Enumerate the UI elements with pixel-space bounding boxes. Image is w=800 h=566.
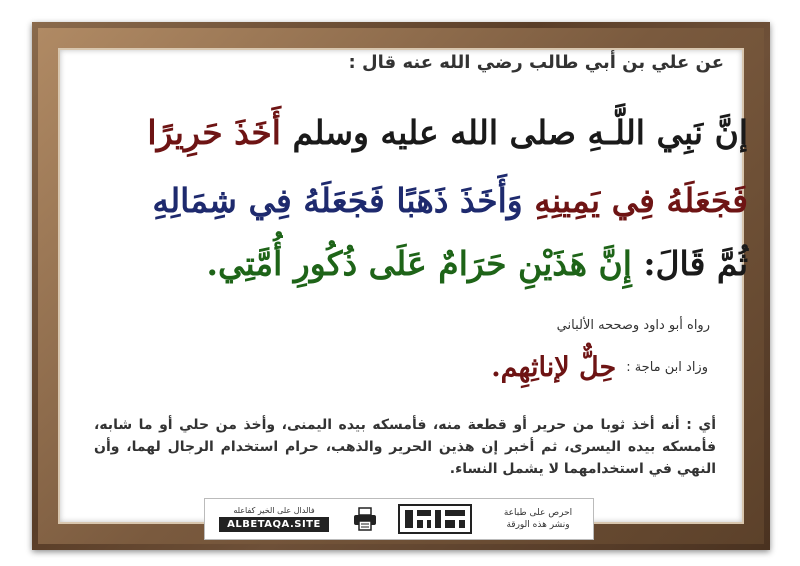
- explanation-paragraph: أي : أنه أخذ ثوبا من حرير أو قطعة منه، فأمسكه بيده اليمنى، وأخذ من حلي أو ما شابه، فأمسكه بيده اليسرى، ثم أخبر إن هذين الحرير والذهب، حرام استخدام الرجال لهما، وأن النهي في استخدامهما لا يشمل النساء.: [94, 417, 716, 477]
- footer-note-line-1: احرص على طباعة: [503, 508, 573, 518]
- footer-bar: [204, 498, 594, 540]
- intro-text: عن علي بن أبي طالب رضي الله عنه قال :: [348, 52, 724, 73]
- footer-note: [483, 499, 593, 539]
- hadith-line-1-part-b: أَخَذَ حَرِيرًا: [147, 113, 281, 152]
- footer-tagline: فالدال على الخير كفاعله: [233, 506, 315, 515]
- addition-label: وزاد ابن ماجة :: [626, 360, 708, 375]
- footer-site-link[interactable]: ALBETAQA.SITE: [219, 517, 329, 532]
- hadith-line-2-part-a: فَجَعَلَهُ فِي يَمِينِهِ: [534, 181, 748, 220]
- hadith-line-3: [206, 244, 748, 283]
- hadith-line-1-part-a: إنَّ نَبِي اللَّـهِ صلى الله عليه وسلم: [292, 113, 748, 152]
- hadith-line-1: [147, 113, 748, 152]
- albetaqa-logo: [387, 499, 483, 539]
- source-citation: رواه أبو داود وصححه الألباني: [556, 318, 710, 333]
- hadith-line-2-part-b: وَأَخَذَ ذَهَبًا فَجَعَلَهُ فِي شِمَالِهِ: [152, 181, 523, 220]
- hadith-line-3-part-b: إِنَّ هَذَيْنِ حَرَامٌ عَلَى ذُكُورِ أُمَّتِي.: [206, 244, 632, 283]
- addition-row: [491, 352, 708, 383]
- footer-note-line-2: ونشر هذه الورقة: [506, 520, 570, 530]
- printer-icon: [343, 499, 387, 539]
- footer-site-block: [205, 499, 343, 539]
- addition-text: حِلٌّ لإناثِهِم.: [491, 352, 617, 383]
- hadith-line-3-part-a: ثُمَّ قَالَ:: [643, 244, 748, 283]
- hadith-line-2: [152, 181, 748, 220]
